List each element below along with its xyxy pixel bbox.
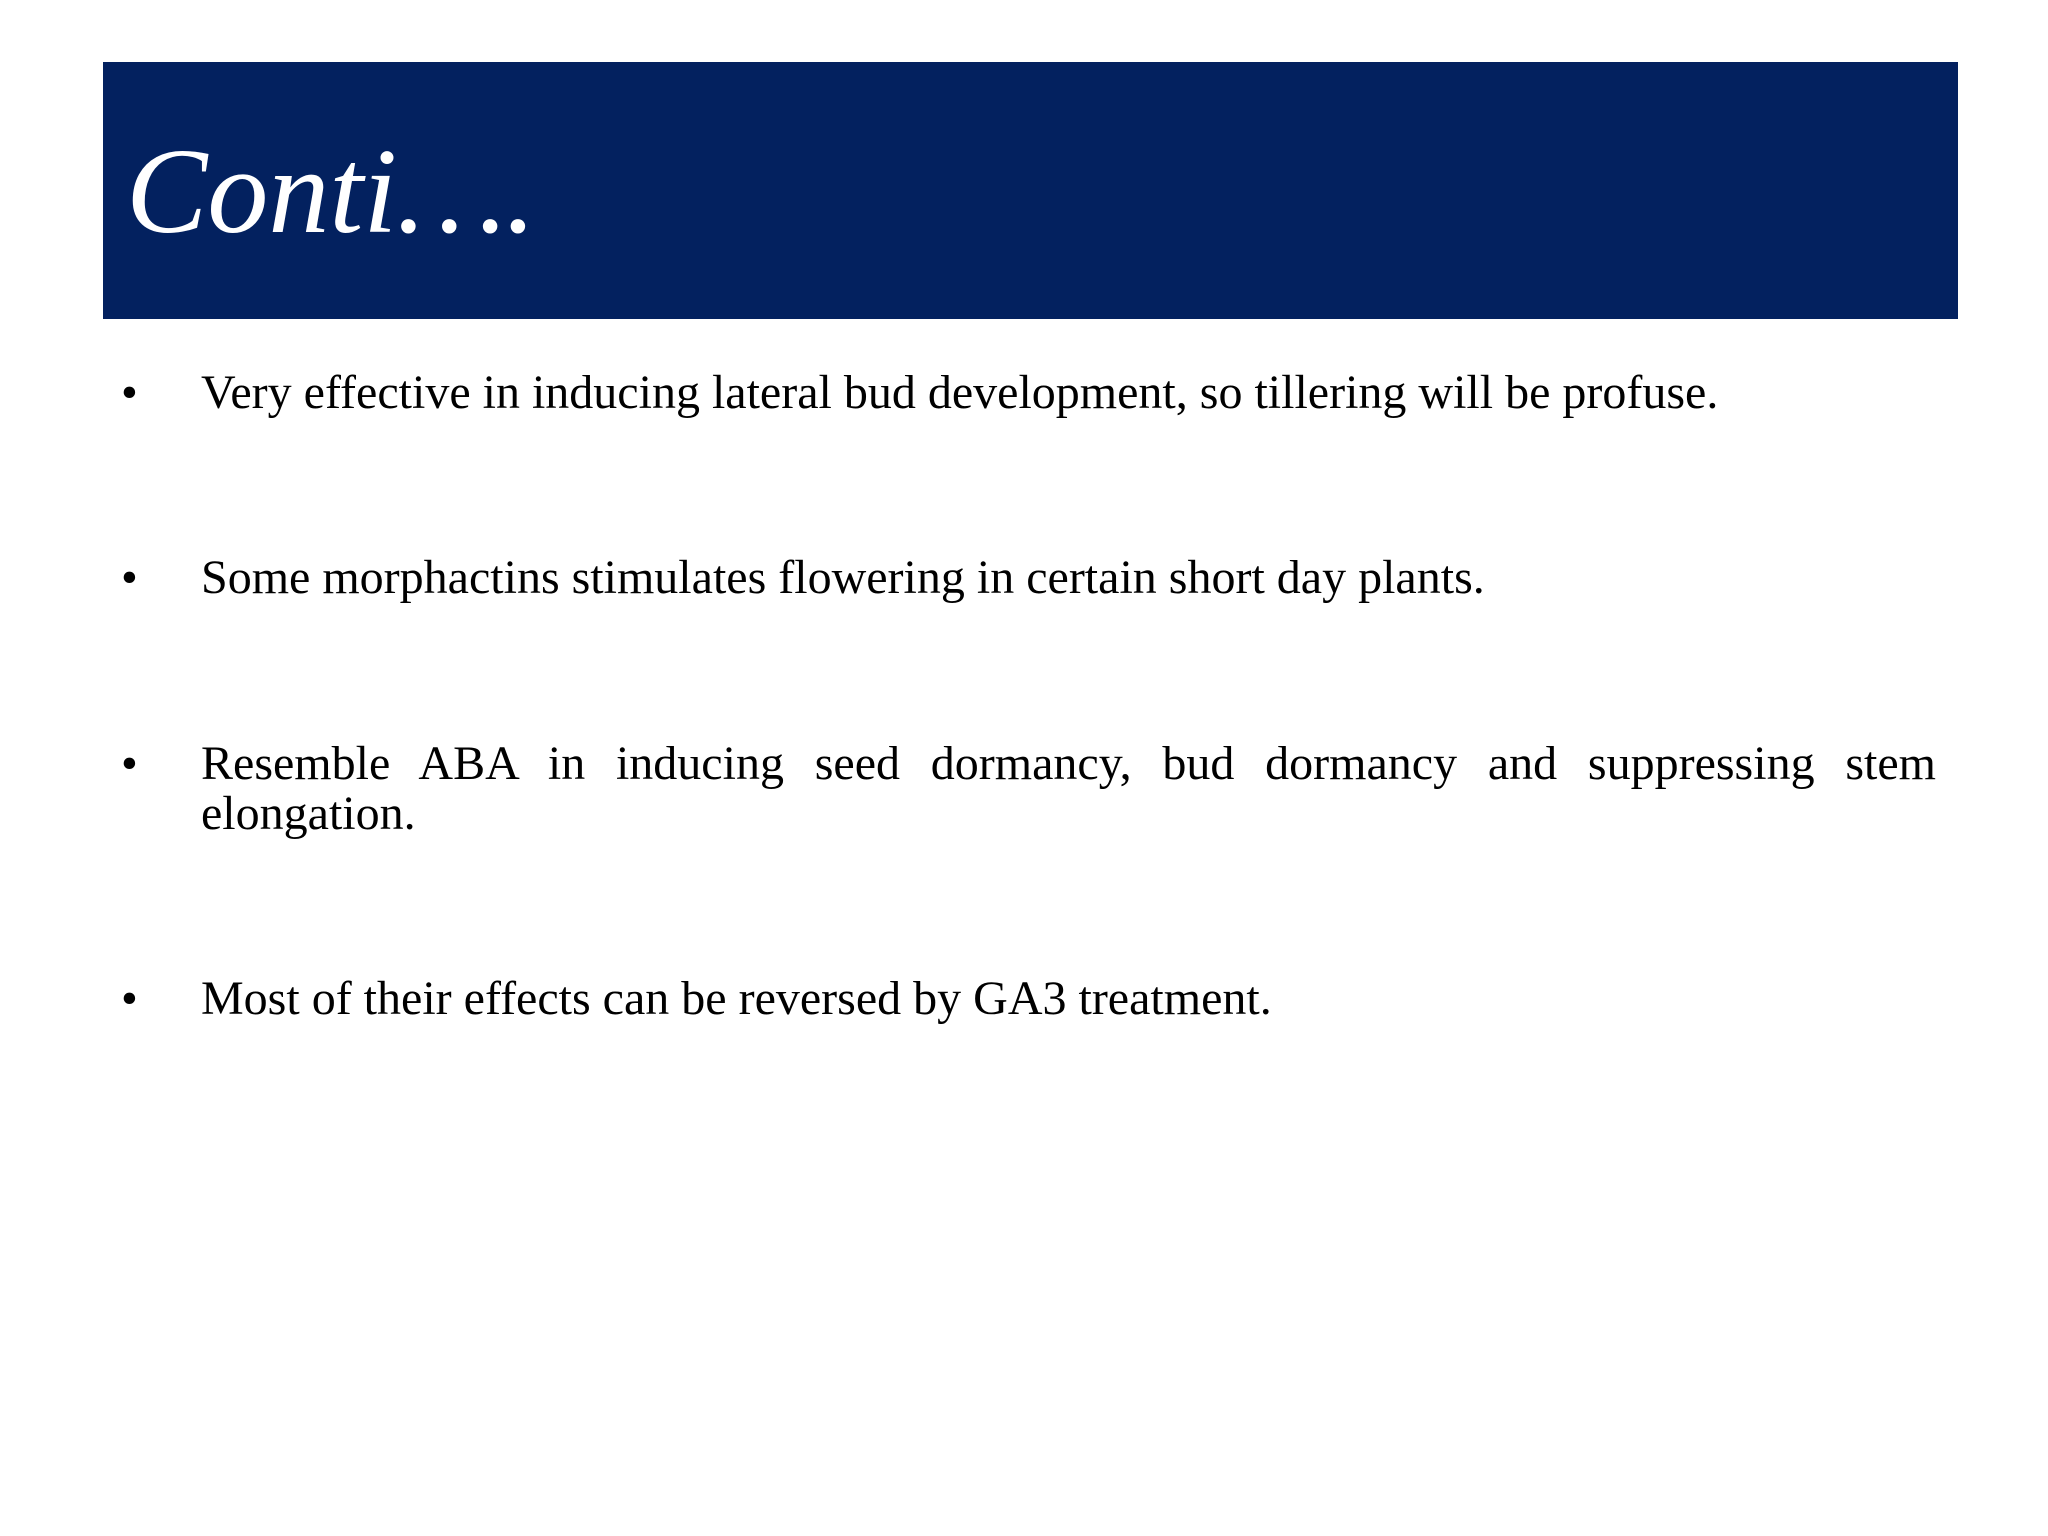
- bullet-text: Some morphactins stimulates flowering in certain short day plants.: [201, 551, 1485, 604]
- bullet-marker: •: [121, 972, 138, 1025]
- bullet-marker: •: [121, 366, 138, 419]
- bullet-text: Resemble ABA in inducing seed dormancy, bud dormancy and suppressing stem elongation.: [201, 737, 1936, 840]
- bullet-marker: •: [121, 551, 138, 604]
- bullet-marker: •: [121, 737, 138, 790]
- bullet-text: Most of their effects can be reversed by GA3 treatment.: [201, 972, 1272, 1025]
- bullet-text: Very effective in inducing lateral bud development, so tillering will be profuse.: [201, 366, 1719, 419]
- slide-title: Conti….: [126, 124, 537, 259]
